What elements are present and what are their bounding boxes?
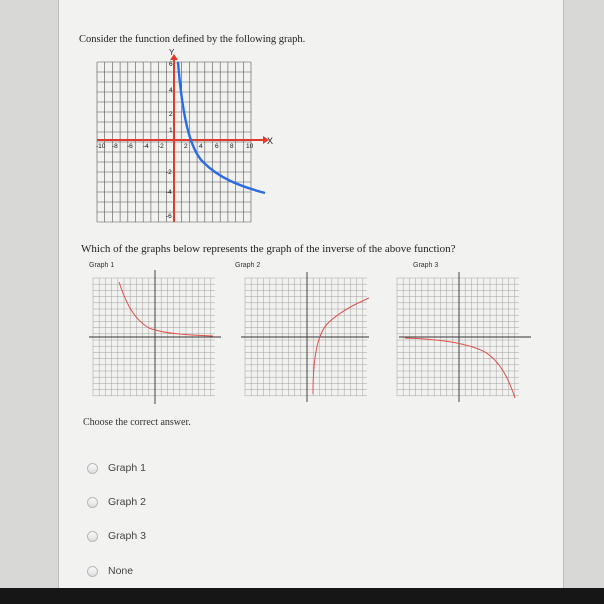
option-graph-3[interactable]: [87, 530, 146, 542]
main-y-tick-label: 6: [169, 61, 173, 68]
main-y-tick-label: -2: [166, 169, 172, 176]
option-none[interactable]: [87, 565, 133, 577]
option-graph-1[interactable]: [87, 462, 146, 474]
graph-2-title: Graph 2: [235, 262, 261, 269]
main-y-tick-label: 1: [169, 127, 173, 134]
main-function-curve: [178, 62, 265, 193]
main-x-tick-label: -6: [127, 143, 133, 150]
main-y-label: Y: [169, 48, 175, 57]
monitor-bezel: [0, 588, 604, 604]
graph-3-title: Graph 3: [413, 262, 439, 269]
main-x-tick-label: -4: [143, 143, 149, 150]
graph-2: [233, 258, 379, 408]
main-y-tick-label: -4: [166, 189, 172, 196]
option-graph-2[interactable]: [87, 496, 146, 508]
main-x-tick-label: -10: [96, 143, 106, 150]
main-x-tick-label: 6: [215, 143, 219, 150]
main-x-label: X: [267, 136, 274, 146]
main-x-tick-label: -8: [112, 143, 118, 150]
graph-3: [395, 258, 541, 408]
option-none-label: None: [108, 565, 134, 577]
graph-1: [89, 258, 229, 408]
radio-graph-3[interactable]: [87, 531, 98, 542]
radio-graph-1[interactable]: [87, 463, 98, 474]
question-card: [58, 0, 564, 588]
option-graph-1-label: Graph 1: [108, 462, 146, 474]
main-x-tick-label: -2: [158, 143, 164, 150]
instruction-text: Choose the correct answer.: [83, 417, 191, 428]
radio-none[interactable]: [87, 566, 98, 577]
option-graph-2-label: Graph 2: [108, 496, 146, 508]
main-x-tick-label: 8: [230, 143, 234, 150]
main-y-tick-label: -6: [166, 213, 172, 220]
main-function-graph: [97, 50, 329, 230]
inverse-question: Which of the graphs below represents the graph of the inverse of the above function?: [81, 243, 456, 255]
graph-1-title: Graph 1: [89, 262, 115, 269]
radio-graph-2[interactable]: [87, 497, 98, 508]
graph-3-curve: [405, 338, 515, 398]
question-prompt: Consider the function defined by the following graph.: [79, 34, 306, 45]
main-y-tick-label: 2: [169, 111, 173, 118]
option-graph-3-label: Graph 3: [108, 530, 146, 542]
main-x-tick-label: 4: [199, 143, 203, 150]
main-x-tick-label: 10: [246, 143, 254, 150]
main-y-tick-label: 4: [169, 87, 173, 94]
main-x-tick-label: 2: [184, 143, 188, 150]
